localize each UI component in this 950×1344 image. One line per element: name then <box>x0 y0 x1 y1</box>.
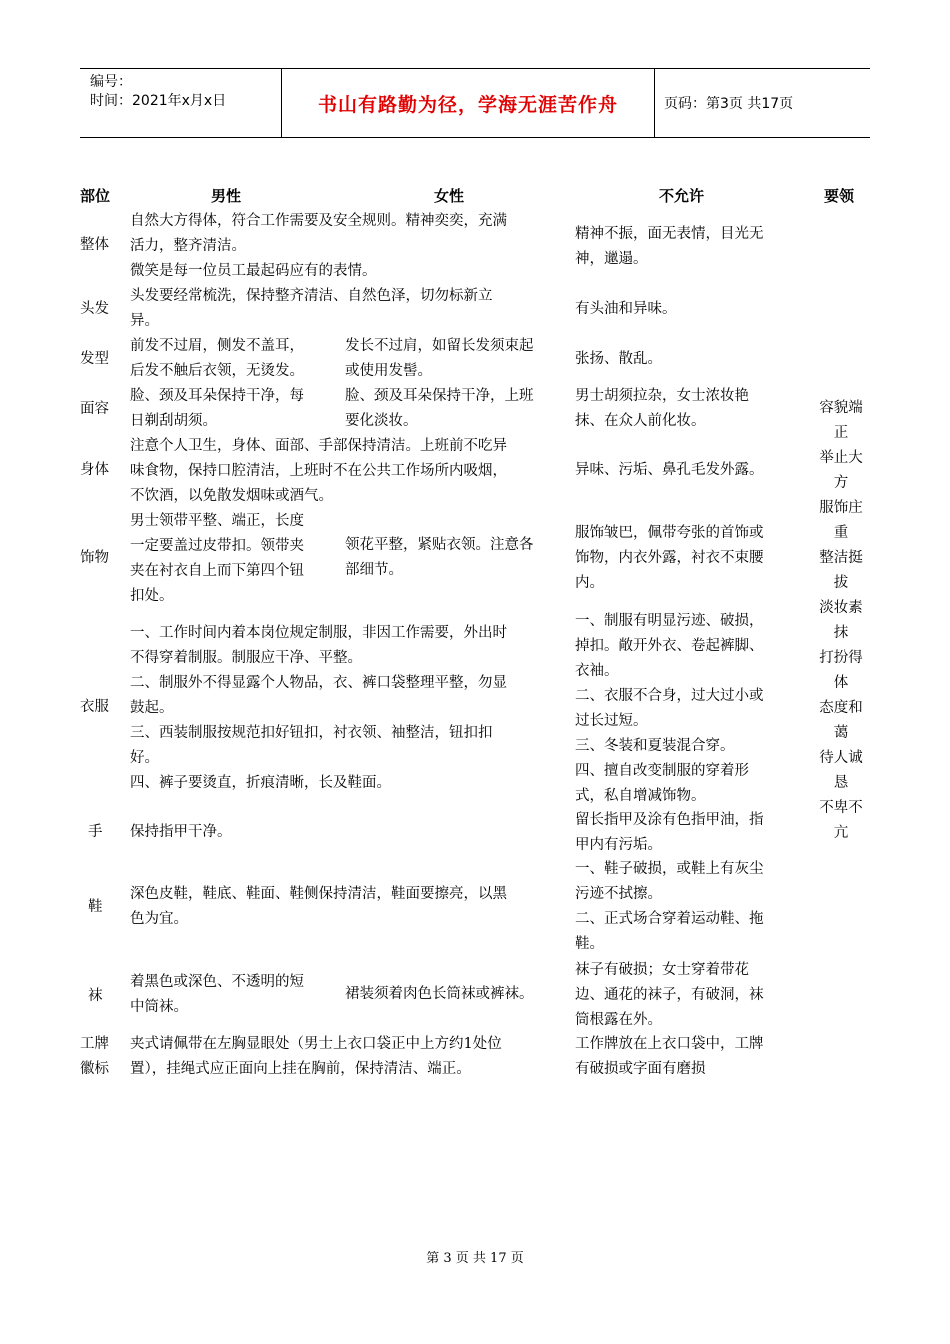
row-male-rule-line: 夹在衬衣自上而下第四个钮 <box>130 563 304 579</box>
row-shared-rule-line: 自然大方得体，符合工作需要及安全规则。精神奕奕，充满 <box>130 213 507 229</box>
row-disallowed-line: 掉扣。敞开外衣、卷起裤脚、 <box>575 638 764 654</box>
row-shared-rule-line: 头发要经常梳洗，保持整齐清洁、自然色泽，切勿标新立 <box>130 288 493 304</box>
essentials-line: 容貌端 <box>819 400 863 416</box>
page-header <box>80 68 870 138</box>
row-disallowed-line: 污迹不拭擦。 <box>575 886 662 902</box>
row-part-label: 手 <box>88 824 103 840</box>
row-disallowed-line: 式，私自增减饰物。 <box>575 788 706 804</box>
row-disallowed-line: 甲内有污垢。 <box>575 837 662 853</box>
row-shared-rule-line: 深色皮鞋，鞋底、鞋面、鞋侧保持清洁，鞋面要擦亮，以黑 <box>130 886 507 902</box>
row-part-label: 饰物 <box>80 550 109 566</box>
row-disallowed-line: 衣袖。 <box>575 663 619 679</box>
row-male-rule-line: 日剃刮胡须。 <box>130 413 217 429</box>
row-disallowed <box>575 222 764 272</box>
row-female-rule-line: 脸、颈及耳朵保持干净，上班 <box>345 388 534 404</box>
row-disallowed <box>575 958 764 1033</box>
essentials-line: 淡妆素 <box>819 600 863 616</box>
essentials-line: 正 <box>833 425 849 441</box>
row-shared-rule-line: 四、裤子要烫直，折痕清晰，长及鞋面。 <box>130 775 391 791</box>
row-part-label: 整体 <box>80 237 109 253</box>
row-male-rule-line: 脸、颈及耳朵保持干净，每 <box>130 388 304 404</box>
row-shared-rule-line: 一、工作时间内着本岗位规定制服，非因工作需要，外出时 <box>130 625 507 641</box>
essentials-line: 蔼 <box>833 725 849 741</box>
row-disallowed-line: 有头油和异味。 <box>575 301 677 317</box>
row-disallowed-line: 抹、在众人前化妆。 <box>575 413 706 429</box>
row-shared-rule-line: 鼓起。 <box>130 700 174 716</box>
row-female-rule-line: 部细节。 <box>345 562 403 578</box>
row-disallowed-line: 二、衣服不合身，过大过小或 <box>575 688 764 704</box>
row-shared-rule-line: 色为宜。 <box>130 911 188 927</box>
row-disallowed-line: 一、制服有明显污迹、破损， <box>575 613 764 629</box>
essentials-line: 打扮得 <box>819 650 863 666</box>
row-shared-rule <box>130 434 507 509</box>
column-header-male: 男性 <box>211 187 242 205</box>
essentials-line: 方 <box>833 475 849 491</box>
row-female-rule-line: 裙装须着肉色长筒袜或裤袜。 <box>345 986 534 1002</box>
row-disallowed-line: 四、擅自改变制服的穿着形 <box>575 763 749 779</box>
column-header-essentials: 要领 <box>824 187 855 205</box>
essentials-line: 重 <box>833 525 849 541</box>
row-shared-rule <box>130 820 232 845</box>
row-disallowed-line: 一、鞋子破损，或鞋上有灰尘 <box>575 861 764 877</box>
row-female-rule <box>345 533 534 583</box>
document-number: 编号： <box>90 74 132 90</box>
row-disallowed-line: 鞋。 <box>575 936 604 952</box>
essentials-line: 体 <box>833 675 849 691</box>
row-shared-rule <box>130 882 507 932</box>
row-disallowed <box>575 857 764 957</box>
row-female-rule-line: 要化淡妆。 <box>345 413 418 429</box>
row-male-rule <box>130 509 304 609</box>
row-female-rule-line: 领花平整，紧贴衣领。注意各 <box>345 537 534 553</box>
row-disallowed <box>575 347 662 372</box>
row-male-rule-line: 一定要盖过皮带扣。领带夹 <box>130 538 304 554</box>
essentials-line: 整洁挺 <box>819 550 863 566</box>
row-female-rule-line: 发长不过肩，如留长发须束起 <box>345 338 534 354</box>
row-disallowed-line: 异味、污垢、鼻孔毛发外露。 <box>575 462 764 478</box>
row-shared-rule-line: 置），挂绳式应正面向上挂在胸前，保持清洁、端正。 <box>130 1061 471 1077</box>
document-date: 时间：2021年x月x日 <box>90 93 227 109</box>
row-disallowed <box>575 808 764 858</box>
row-disallowed <box>575 458 764 483</box>
row-part-label: 头发 <box>80 301 109 317</box>
row-disallowed-line: 工作牌放在上衣口袋中，工牌 <box>575 1036 764 1052</box>
row-shared-rule-line: 二、制服外不得显露个人物品，衣、裤口袋整理平整，勿显 <box>130 675 507 691</box>
row-disallowed <box>575 1032 764 1082</box>
row-disallowed <box>575 297 677 322</box>
row-disallowed-line: 二、正式场合穿着运动鞋、拖 <box>575 911 764 927</box>
row-shared-rule-line: 不饮酒，以免散发烟味或酒气。 <box>130 488 333 504</box>
column-header-disallowed: 不允许 <box>659 187 705 205</box>
essentials-line: 态度和 <box>819 700 863 716</box>
row-male-rule <box>130 384 304 434</box>
essentials-line: 亢 <box>833 825 849 841</box>
essentials-line: 举止大 <box>819 450 863 466</box>
row-shared-rule-line: 注意个人卫生，身体、面部、手部保持清洁。上班前不吃异 <box>130 438 507 454</box>
row-disallowed-line: 边、通花的袜子，有破洞，袜 <box>575 987 764 1003</box>
row-part-label: 衣服 <box>80 699 109 715</box>
row-shared-rule <box>130 209 507 284</box>
header-meta <box>80 69 280 137</box>
row-disallowed <box>575 521 764 596</box>
row-part-label-line: 徽标 <box>80 1061 109 1077</box>
row-part-label: 发型 <box>80 351 109 367</box>
row-part-label: 身体 <box>80 462 109 478</box>
row-male-rule-line: 中筒袜。 <box>130 999 188 1015</box>
column-header-part: 部位 <box>80 187 111 205</box>
row-disallowed-line: 袜子有破损；女士穿着带花 <box>575 962 749 978</box>
row-disallowed-line: 三、冬装和夏装混合穿。 <box>575 738 735 754</box>
row-part-label: 面容 <box>80 401 109 417</box>
row-shared-rule-line: 三、西装制服按规范扣好钮扣，衬衣领、袖整洁，钮扣扣 <box>130 725 493 741</box>
row-part-label: 鞋 <box>88 899 103 915</box>
row-female-rule-line: 或使用发髻。 <box>345 363 432 379</box>
row-part-label: 袜 <box>88 988 103 1004</box>
essentials-line: 恳 <box>833 775 849 791</box>
header-page-info: 页码：第3页 共17页 <box>664 96 794 112</box>
row-female-rule <box>345 334 534 384</box>
row-disallowed-line: 精神不振，面无表情，目光无 <box>575 226 764 242</box>
row-disallowed-line: 有破损或字面有磨损 <box>575 1061 706 1077</box>
row-shared-rule <box>130 284 493 334</box>
row-disallowed-line: 服饰皱巴，佩带夸张的首饰或 <box>575 525 764 541</box>
row-shared-rule-line: 活力，整齐清洁。 <box>130 238 246 254</box>
row-male-rule <box>130 970 304 1020</box>
row-female-rule <box>345 982 534 1007</box>
essentials-line: 抹 <box>833 625 849 641</box>
row-disallowed-line: 张扬、散乱。 <box>575 351 662 367</box>
row-disallowed-line: 过长过短。 <box>575 713 648 729</box>
row-shared-rule-line: 微笑是每一位员工最起码应有的表情。 <box>130 263 377 279</box>
row-disallowed-line: 神，邋遢。 <box>575 251 648 267</box>
row-male-rule-line: 扣处。 <box>130 588 174 604</box>
row-shared-rule-line: 异。 <box>130 313 159 329</box>
essentials-column <box>808 396 874 846</box>
essentials-line: 待人诚 <box>819 750 863 766</box>
row-male-rule <box>130 334 304 384</box>
row-disallowed <box>575 384 749 434</box>
page-footer: 第 3 页 共 17 页 <box>426 1251 524 1266</box>
row-male-rule-line: 着黑色或深色、不透明的短 <box>130 974 304 990</box>
row-male-rule-line: 后发不触后衣领，无烫发。 <box>130 363 304 379</box>
row-female-rule <box>345 384 534 434</box>
row-male-rule-line: 前发不过眉，侧发不盖耳， <box>130 338 304 354</box>
column-header-female: 女性 <box>434 187 465 205</box>
row-disallowed <box>575 609 764 809</box>
row-disallowed-line: 筒根露在外。 <box>575 1012 662 1028</box>
row-male-rule-line: 男士领带平整、端正，长度 <box>130 513 304 529</box>
row-shared-rule-line: 夹式请佩带在左胸显眼处（男士上衣口袋正中上方约1处位 <box>130 1036 502 1052</box>
row-disallowed-line: 男士胡须拉杂，女士浓妆艳 <box>575 388 749 404</box>
row-shared-rule-line: 味食物，保持口腔清洁，上班时不在公共工作场所内吸烟， <box>130 463 507 479</box>
row-part-label <box>80 1032 109 1082</box>
essentials-line: 不卑不 <box>819 800 863 816</box>
row-disallowed-line: 内。 <box>575 575 604 591</box>
row-shared-rule-line: 好。 <box>130 750 159 766</box>
row-disallowed-line: 留长指甲及涂有色指甲油，指 <box>575 812 764 828</box>
row-part-label-line: 工牌 <box>80 1036 109 1052</box>
row-disallowed-line: 饰物，内衣外露，衬衣不束腰 <box>575 550 764 566</box>
row-shared-rule-line: 保持指甲干净。 <box>130 824 232 840</box>
essentials-line: 拔 <box>833 575 849 591</box>
row-shared-rule-line: 不得穿着制服。制服应干净、平整。 <box>130 650 362 666</box>
essentials-line: 服饰庄 <box>819 500 863 516</box>
header-motto: 书山有路勤为径，学海无涯苦作舟 <box>281 69 655 137</box>
row-shared-rule <box>130 621 507 796</box>
row-shared-rule <box>130 1032 502 1082</box>
